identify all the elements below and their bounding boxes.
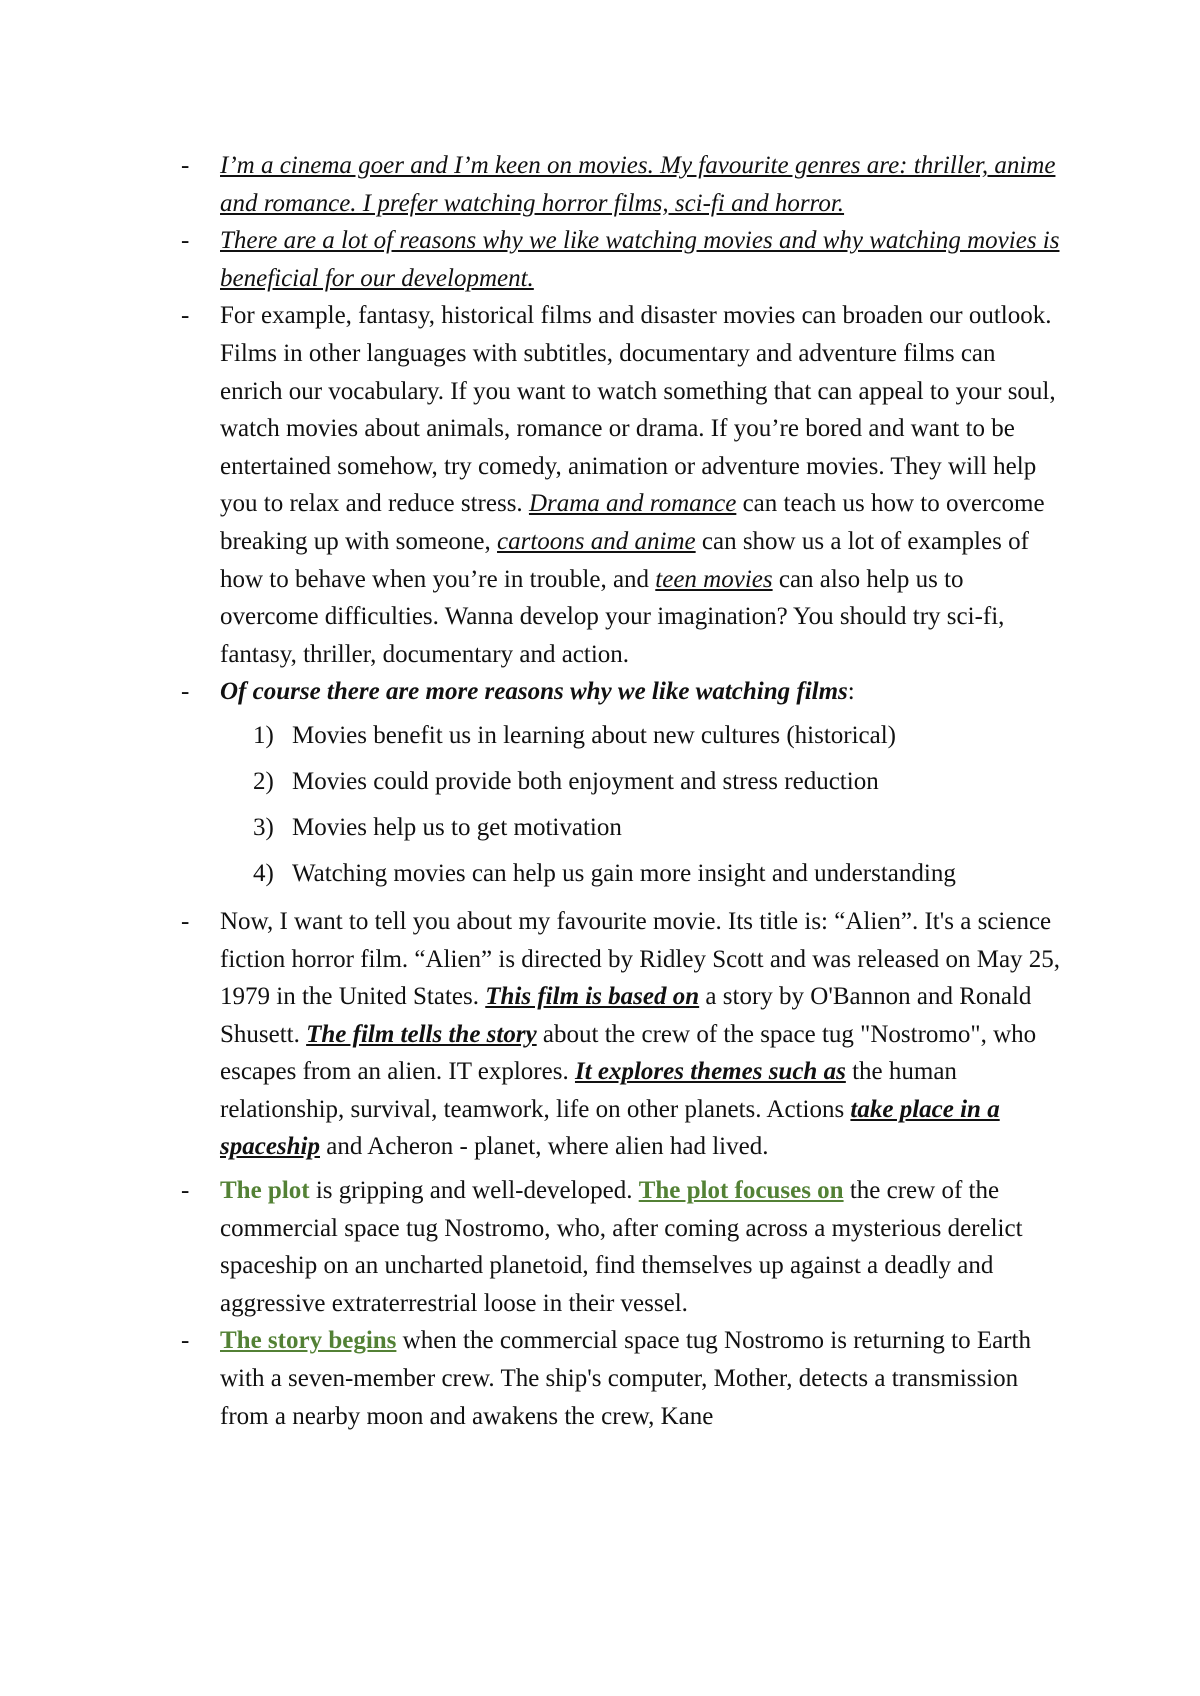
movie-phrase-tells-story: The film tells the story <box>306 1020 537 1048</box>
movie-phrase-themes: It explores themes such as <box>574 1058 846 1086</box>
reason-text: Movies benefit us in learning about new cultures (historical) <box>292 721 897 749</box>
more-reasons-lead: Of course there are more reasons why we like watching films <box>220 678 848 706</box>
plot-heading: The plot <box>220 1177 310 1205</box>
reason-number: 4) <box>253 859 274 887</box>
plot-focuses-phrase: The plot focuses on <box>638 1177 844 1205</box>
reasons-list <box>181 713 1061 897</box>
bullet-dash: - <box>181 302 190 330</box>
bullet-dash: - <box>181 152 190 179</box>
examples-underline-teen: teen movies <box>655 565 773 593</box>
paragraph-reasons-intro <box>181 222 1061 297</box>
movie-text-1: Now, I want to tell you about my favourite movie. Its title is: “Alien”. It's a science fiction horror film. “Alien” is directed by Ridley Scott and was released on May 25, 1979 in the United States. <box>220 907 1061 1011</box>
reason-text: Movies help us to get motivation <box>292 813 622 841</box>
reason-text: Movies could provide both enjoyment and stress reduction <box>292 767 879 795</box>
plot-text-1: is gripping and well-developed. <box>309 1177 639 1205</box>
reasons-intro-text: There are a lot of reasons why we like watching movies and why watching movies is beneficial for our development. <box>220 227 1060 292</box>
reason-item <box>181 713 1061 759</box>
movie-text-2: a story by O'Bannon and Ronald Shusett. <box>220 983 1032 1048</box>
movie-text-5: and Acheron - planet, where alien had lived. <box>320 1133 769 1161</box>
more-reasons-colon: : <box>847 678 855 706</box>
bullet-dash: - <box>181 678 190 706</box>
bullet-dash: - <box>181 227 190 255</box>
bullet-dash: - <box>181 1327 190 1355</box>
examples-underline-cartoons: cartoons and anime <box>497 527 696 555</box>
reason-item <box>181 851 1061 897</box>
paragraph-genres <box>181 147 1061 222</box>
bullet-dash: - <box>181 1177 190 1205</box>
examples-text-3: can show us a lot of examples of how to behave when you’re in trouble, and <box>220 527 1029 593</box>
movie-text-3: about the crew of the space tug "Nostromo", who escapes from an alien. IT explores. <box>220 1020 1037 1086</box>
movie-phrase-spaceship: take place in a spaceship <box>220 1095 1000 1161</box>
reason-item <box>181 759 1061 805</box>
paragraph-favourite-movie <box>181 903 1061 1166</box>
examples-text-1: For example, fantasy, historical films and disaster movies can broaden our outlook. Films in other languages with subtitles, documentary and adventure films can enrich our vocabulary. If you want to watch something that can appeal to your soul, watch movies about animals, romance or drama. If you’re bored and want to be entertained somehow, try comedy, animation or adventure movies. They will help you to relax and reduce stress. <box>220 302 1056 518</box>
reason-number: 2) <box>253 767 274 795</box>
paragraph-more-reasons <box>181 673 1061 711</box>
examples-underline-drama: Drama and romance <box>528 490 737 518</box>
movie-text-4: the human relationship, survival, teamwork, life on other planets. Actions <box>220 1058 957 1123</box>
reason-text: Watching movies can help us gain more insight and understanding <box>292 859 956 887</box>
document-body <box>181 147 1061 1435</box>
reason-number: 3) <box>253 813 274 841</box>
paragraph-story-begins <box>181 1322 1061 1435</box>
genres-text: I’m a cinema goer and I’m keen on movies. My favourite genres are: thriller, anime and romance. I prefer watching horror films, sci-fi and horror. <box>220 152 1056 217</box>
paragraph-examples <box>181 297 1061 673</box>
reason-number: 1) <box>253 721 274 749</box>
examples-text-2: can teach us how to overcome breaking up with someone, <box>220 490 1045 555</box>
paragraph-plot <box>181 1172 1061 1322</box>
reason-item <box>181 805 1061 851</box>
story-text-1: when the commercial space tug Nostromo is returning to Earth with a seven-member crew. The ship's computer, Mother, detects a transmission from a nearby moon and awakens the crew, Kane <box>220 1327 1031 1430</box>
examples-text-4: can also help us to overcome difficulties. Wanna develop your imagination? You should try sci-fi, fantasy, thriller, documentary and action. <box>220 565 1005 668</box>
bullet-dash: - <box>181 907 190 935</box>
plot-text-2: the crew of the commercial space tug Nostromo, who, after coming across a mysterious derelict spaceship on an uncharted planetoid, find themselves up against a deadly and aggressive extraterrestrial loose in their vessel. <box>220 1177 1023 1317</box>
movie-phrase-based-on: This film is based on <box>485 983 700 1011</box>
story-begins-phrase: The story begins <box>220 1327 397 1355</box>
